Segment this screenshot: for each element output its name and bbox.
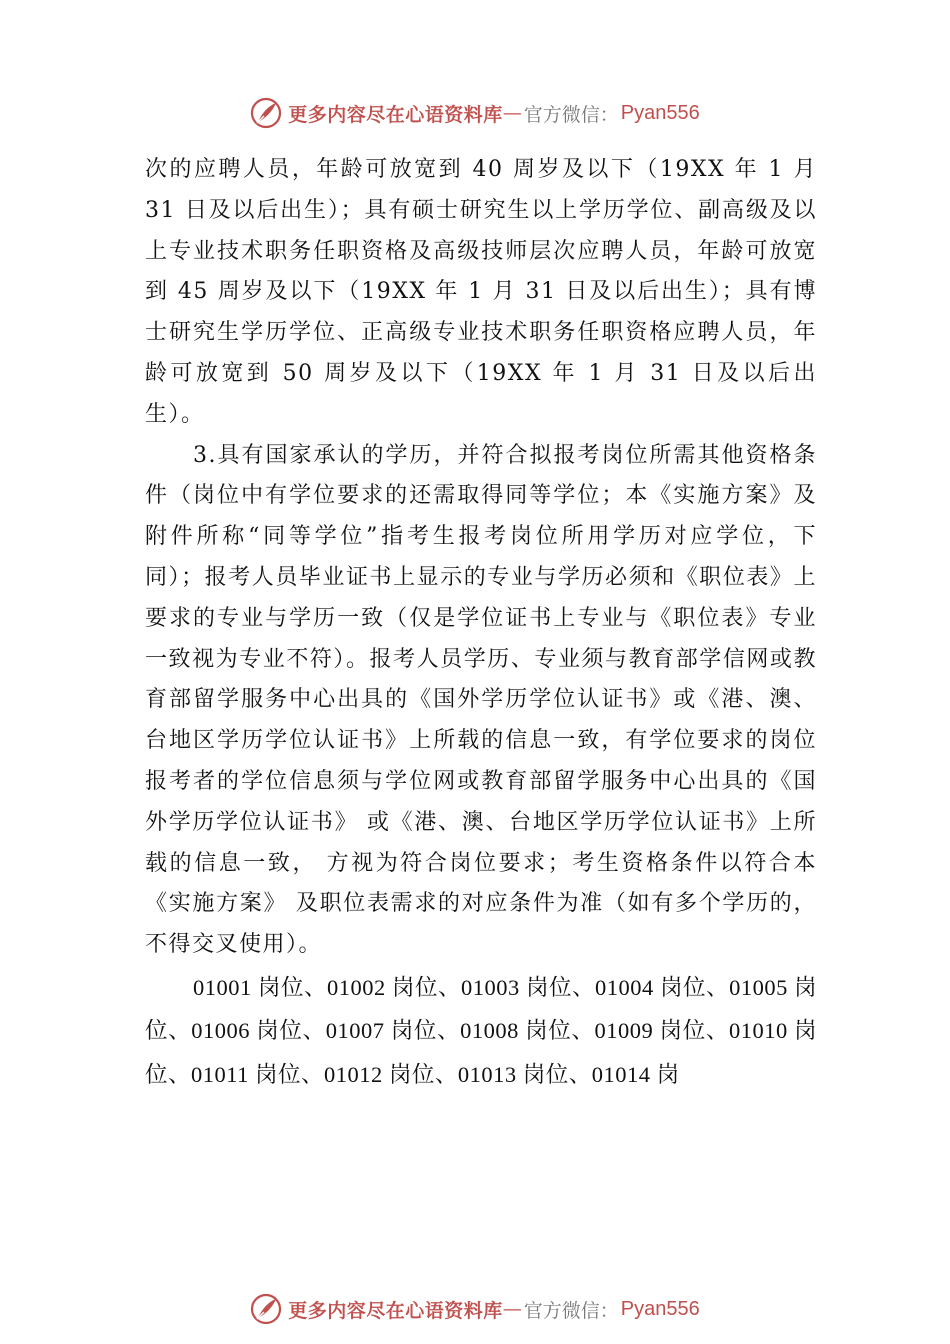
watermark-wechat-id: Pyan556 [620, 1297, 700, 1320]
watermark-brand: 更多内容尽在心语资料库 [288, 103, 503, 126]
watermark-wechat-label: 官方微信： [523, 1299, 619, 1322]
header-watermark [0, 96, 950, 130]
footer-watermark [0, 1292, 950, 1326]
watermark-wechat-id: Pyan556 [620, 101, 700, 124]
document-body [145, 150, 817, 1096]
watermark-dash: — [502, 1298, 522, 1320]
paragraph-age-conditions: 次的应聘人员，年龄可放宽到 40 周岁及以下（19XX 年 1 月 31 日及以后出生）；具有硕士研究生以上学历学位、副高级及以上专业技术职务任职资格及高级技师层次应聘人员，年龄可放宽到 45 周岁及以下（19XX 年 1 月 31 日及以后出生）；具有博士研究生学历学位、正高级专业技术职务任职资格应聘人员，年龄可放宽到 50 周岁及以下（19XX 年 1 月 31 日及以后出生）。 [145, 157, 817, 427]
feather-pen-logo-icon [250, 97, 282, 129]
paragraph-education-requirements: 3.具有国家承认的学历，并符合拟报考岗位所需其他资格条件（岗位中有学位要求的还需取得同等学位；本《实施方案》及附件所称“同等学位”指考生报考岗位所用学历对应学位，下同）；报考人员毕业证书上显示的专业与学历必须和《职位表》上要求的专业与学历一致（仅是学位证书上专业与《职位表》专业一致视为专业不符）。报考人员学历、专业须与教育部学信网或教育部留学服务中心出具的《国外学历学位认证书》或《港、澳、台地区学历学位认证书》上所载的信息一致，有学位要求的岗位报考者的学位信息须与学位网或教育部留学服务中心出具的《国外学历学位认证书》 或《港、澳、台地区学历学位认证书》上所载的信息一致， 方视为符合岗位要求；考生资格条件以符合本《实施方案》 及职位表需求的对应条件为准（如有多个学历的，不得交叉使用）。 [145, 442, 817, 958]
watermark-dash: — [502, 102, 522, 124]
paragraph-position-codes: 01001 岗位、01002 岗位、01003 岗位、01004 岗位、01005 岗位、01006 岗位、01007 岗位、01008 岗位、01009 岗位、01010 岗位、01011 岗位、01012 岗位、01013 岗位、01014 岗 [145, 974, 817, 1087]
watermark-wechat-label: 官方微信： [523, 103, 619, 126]
feather-pen-logo-icon [250, 1293, 282, 1325]
watermark-brand: 更多内容尽在心语资料库 [288, 1299, 503, 1322]
